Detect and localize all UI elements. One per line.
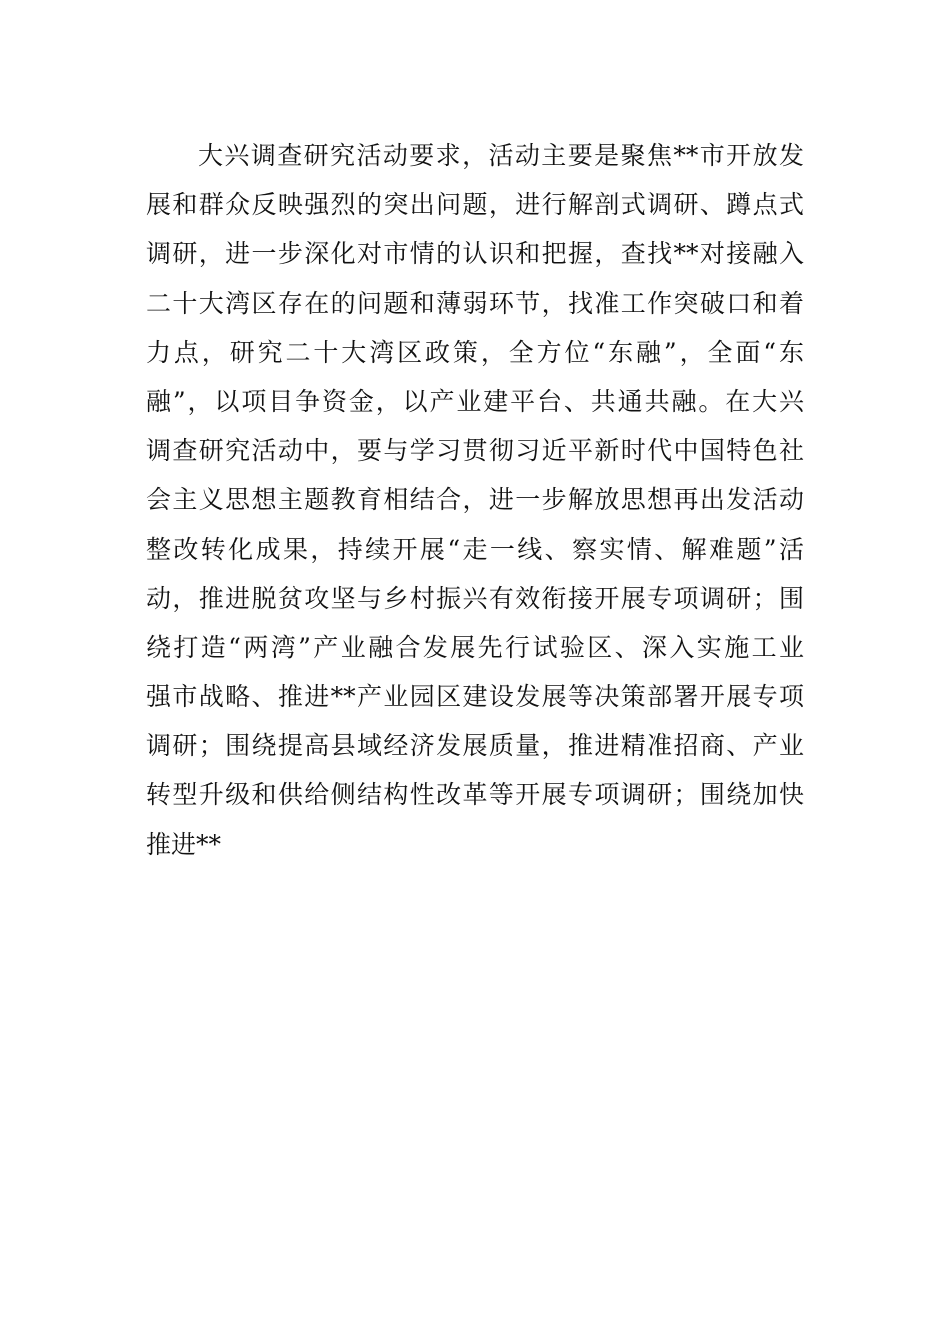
paragraph-line: 力点，研究二十大湾区政策，全方位“东融”，全面“东 (146, 337, 804, 367)
paragraph-line: 展和群众反映强烈的突出问题，进行解剖式调研、蹲点式 (146, 190, 804, 220)
paragraph-line: 强市战略、推进**产业园区建设发展等决策部署开展专项 (146, 682, 804, 712)
paragraph-line: 转型升级和供给侧结构性改革等开展专项调研；围绕加快 (146, 780, 804, 810)
paragraph-line: 调查研究活动中，要与学习贯彻习近平新时代中国特色社 (146, 436, 804, 466)
paragraph-line: 整改转化成果，持续开展“走一线、察实情、解难题”活 (146, 534, 804, 564)
paragraph-line: 大兴调查研究活动要求，活动主要是聚焦**市开放发 (198, 141, 804, 170)
paragraph-line: 融”，以项目争资金，以产业建平台、共通共融。在大兴 (146, 386, 804, 416)
paragraph-line: 调研，进一步深化对市情的认识和把握，查找**对接融入 (146, 239, 804, 269)
paragraph-line: 推进** (146, 829, 222, 859)
paragraph-line: 动，推进脱贫攻坚与乡村振兴有效衔接开展专项调研；围 (146, 583, 804, 613)
paragraph-line: 会主义思想主题教育相结合，进一步解放思想再出发活动 (146, 485, 804, 515)
body-paragraph (146, 131, 804, 869)
paragraph-line: 调研；围绕提高县域经济发展质量，推进精准招商、产业 (146, 731, 804, 761)
paragraph-line: 二十大湾区存在的问题和薄弱环节，找准工作突破口和着 (146, 288, 804, 318)
paragraph-line: 绕打造“两湾”产业融合发展先行试验区、深入实施工业 (146, 632, 804, 662)
